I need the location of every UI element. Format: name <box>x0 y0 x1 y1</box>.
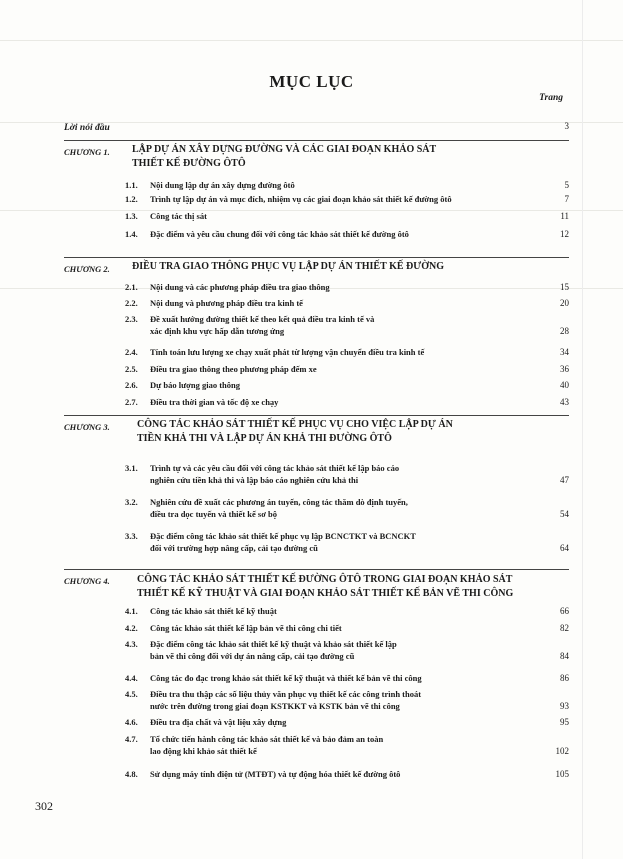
section-page: 43 <box>560 397 569 407</box>
chapter-divider <box>64 415 569 416</box>
section-number: 2.5. <box>125 364 138 374</box>
chapter-label: CHƯƠNG 2. <box>64 264 110 274</box>
section-page: 12 <box>560 229 569 239</box>
section-title: Đặc điểm công tác khảo sát thiết kế phục vụ lập BCNCTKT và BCNCKT <box>150 531 416 541</box>
section-number: 1.2. <box>125 194 138 204</box>
section-number: 2.6. <box>125 380 138 390</box>
section-page: 7 <box>564 194 569 204</box>
section-title: Công tác thị sát <box>150 211 207 221</box>
page-column-label: Trang <box>539 93 563 103</box>
section-page: 95 <box>560 717 569 727</box>
section-number: 3.2. <box>125 497 138 507</box>
section-number: 4.5. <box>125 689 138 699</box>
section-title: nghiên cứu tiền khả thi và lập báo cáo nghiên cứu khả thi <box>150 475 359 485</box>
chapter-label: CHƯƠNG 4. <box>64 576 110 586</box>
section-page: 86 <box>560 673 569 683</box>
section-title: xác định khu vực hấp dẫn tương ứng <box>150 326 285 336</box>
chapter-divider <box>64 257 569 258</box>
section-title: nước trên đường trong giai đoạn KSTKKT và KSTK bản vẽ thi công <box>150 701 400 711</box>
section-number: 3.3. <box>125 531 138 541</box>
section-title: Nội dung và phương pháp điều tra kinh tế <box>150 298 303 308</box>
section-title: điều tra dọc tuyến và thiết kế sơ bộ <box>150 509 278 519</box>
section-title: Điều tra thu thập các số liệu thủy văn phục vụ thiết kế các công trình thoát <box>150 689 422 699</box>
section-title: Công tác khảo sát thiết kế kỹ thuật <box>150 606 277 616</box>
section-number: 4.8. <box>125 769 138 779</box>
section-number: 4.1. <box>125 606 138 616</box>
section-title: Công tác đo đạc trong khảo sát thiết kế kỹ thuật và thiết kế bản vẽ thi công <box>150 673 422 683</box>
intro-label: Lời nói đầu <box>64 123 110 133</box>
section-title: Đặc điểm công tác khảo sát thiết kế kỹ thuật và khảo sát thiết kế lập <box>150 639 397 649</box>
bleed-through-line <box>0 40 623 41</box>
section-page: 54 <box>560 509 569 519</box>
chapter-title: CÔNG TÁC KHẢO SÁT THIẾT KẾ PHỤC VỤ CHO VIỆC LẬP DỰ ÁN <box>137 419 453 430</box>
chapter-divider <box>64 569 569 570</box>
section-title: Sử dụng máy tính điện tử (MTĐT) và tự động hóa thiết kế đường ôtô <box>150 769 401 779</box>
section-title: Tổ chức tiến hành công tác khảo sát thiết kế và bảo đảm an toàn <box>150 734 384 744</box>
section-page: 82 <box>560 623 569 633</box>
section-page: 5 <box>564 180 569 190</box>
section-title: Trình tự và các yêu cầu đối với công tác khảo sát thiết kế lập báo cáo <box>150 463 400 473</box>
section-page: 66 <box>560 606 569 616</box>
section-page: 102 <box>555 746 569 756</box>
chapter-title: TIỀN KHẢ THI VÀ LẬP DỰ ÁN KHẢ THI ĐƯỜNG ÔTÔ <box>137 433 392 444</box>
section-number: 2.7. <box>125 397 138 407</box>
section-title: Đặc điểm và yêu cầu chung đối với công tác khảo sát thiết kế đường ôtô <box>150 229 409 239</box>
section-number: 2.3. <box>125 314 138 324</box>
chapter-label: CHƯƠNG 3. <box>64 422 110 432</box>
section-title: Công tác khảo sát thiết kế lập bản vẽ thi công chi tiết <box>150 623 342 633</box>
section-title: Trình tự lập dự án và mục đích, nhiệm vụ các giai đoạn khảo sát thiết kế đường ôtô <box>150 194 452 204</box>
section-title: lao động khi khảo sát thiết kế <box>150 746 257 756</box>
section-page: 47 <box>560 475 569 485</box>
section-title: Điều tra địa chất và vật liệu xây dựng <box>150 717 287 727</box>
bleed-through-line <box>0 210 623 211</box>
section-number: 2.4. <box>125 347 138 357</box>
section-page: 84 <box>560 651 569 661</box>
section-page: 40 <box>560 380 569 390</box>
section-page: 36 <box>560 364 569 374</box>
section-page: 28 <box>560 326 569 336</box>
section-number: 2.2. <box>125 298 138 308</box>
chapter-label: CHƯƠNG 1. <box>64 147 110 157</box>
chapter-title: LẬP DỰ ÁN XÂY DỰNG ĐƯỜNG VÀ CÁC GIAI ĐOẠN KHẢO SÁT <box>132 144 437 155</box>
page-title: MỤC LỤC <box>269 72 354 91</box>
section-title: Điều tra thời gian và tốc độ xe chạy <box>150 397 279 407</box>
section-title: Tính toán lưu lượng xe chạy xuất phát từ lượng vận chuyển điều tra kinh tế <box>150 347 425 357</box>
page-edge-shadow <box>582 0 583 859</box>
section-page: 20 <box>560 298 569 308</box>
section-number: 4.2. <box>125 623 138 633</box>
chapter-title: ĐIỀU TRA GIAO THÔNG PHỤC VỤ LẬP DỰ ÁN THIẾT KẾ ĐƯỜNG <box>132 261 444 272</box>
section-number: 1.3. <box>125 211 138 221</box>
section-title: Điều tra giao thông theo phương pháp đếm xe <box>150 364 317 374</box>
section-number: 2.1. <box>125 282 138 292</box>
chapter-divider <box>64 140 569 141</box>
chapter-title: THIẾT KẾ KỸ THUẬT VÀ GIAI ĐOẠN KHẢO SÁT THIẾT KẾ BẢN VẼ THI CÔNG <box>137 588 514 599</box>
section-title: Đề xuất hướng đường thiết kế theo kết quả điều tra kinh tế và <box>150 314 375 324</box>
section-title: Nghiên cứu đề xuất các phương án tuyến, công tác thăm dò định tuyến, <box>150 497 408 507</box>
section-page: 64 <box>560 543 569 553</box>
section-page: 105 <box>555 769 569 779</box>
section-number: 4.4. <box>125 673 138 683</box>
section-number: 3.1. <box>125 463 138 473</box>
section-number: 4.7. <box>125 734 138 744</box>
section-title: Dự báo lượng giao thông <box>150 380 241 390</box>
chapter-title: CÔNG TÁC KHẢO SÁT THIẾT KẾ ĐƯỜNG ÔTÔ TRONG GIAI ĐOẠN KHẢO SÁT <box>137 574 513 585</box>
section-number: 1.4. <box>125 229 138 239</box>
section-title: Nội dung và các phương pháp điều tra giao thông <box>150 282 330 292</box>
section-page: 15 <box>560 282 569 292</box>
section-title: đối với trường hợp nâng cấp, cải tạo đường cũ <box>150 543 318 553</box>
intro-page: 3 <box>564 121 569 131</box>
chapter-title: THIẾT KẾ ĐƯỜNG ÔTÔ <box>132 158 246 169</box>
section-number: 4.3. <box>125 639 138 649</box>
section-title: Nội dung lập dự án xây dựng đường ôtô <box>150 180 295 190</box>
section-number: 4.6. <box>125 717 138 727</box>
section-number: 1.1. <box>125 180 138 190</box>
section-page: 11 <box>560 211 569 221</box>
page-number: 302 <box>35 799 53 813</box>
section-page: 93 <box>560 701 569 711</box>
section-title: bản vẽ thi công đối với dự án nâng cấp, cải tạo đường cũ <box>150 651 355 661</box>
section-page: 34 <box>560 347 569 357</box>
